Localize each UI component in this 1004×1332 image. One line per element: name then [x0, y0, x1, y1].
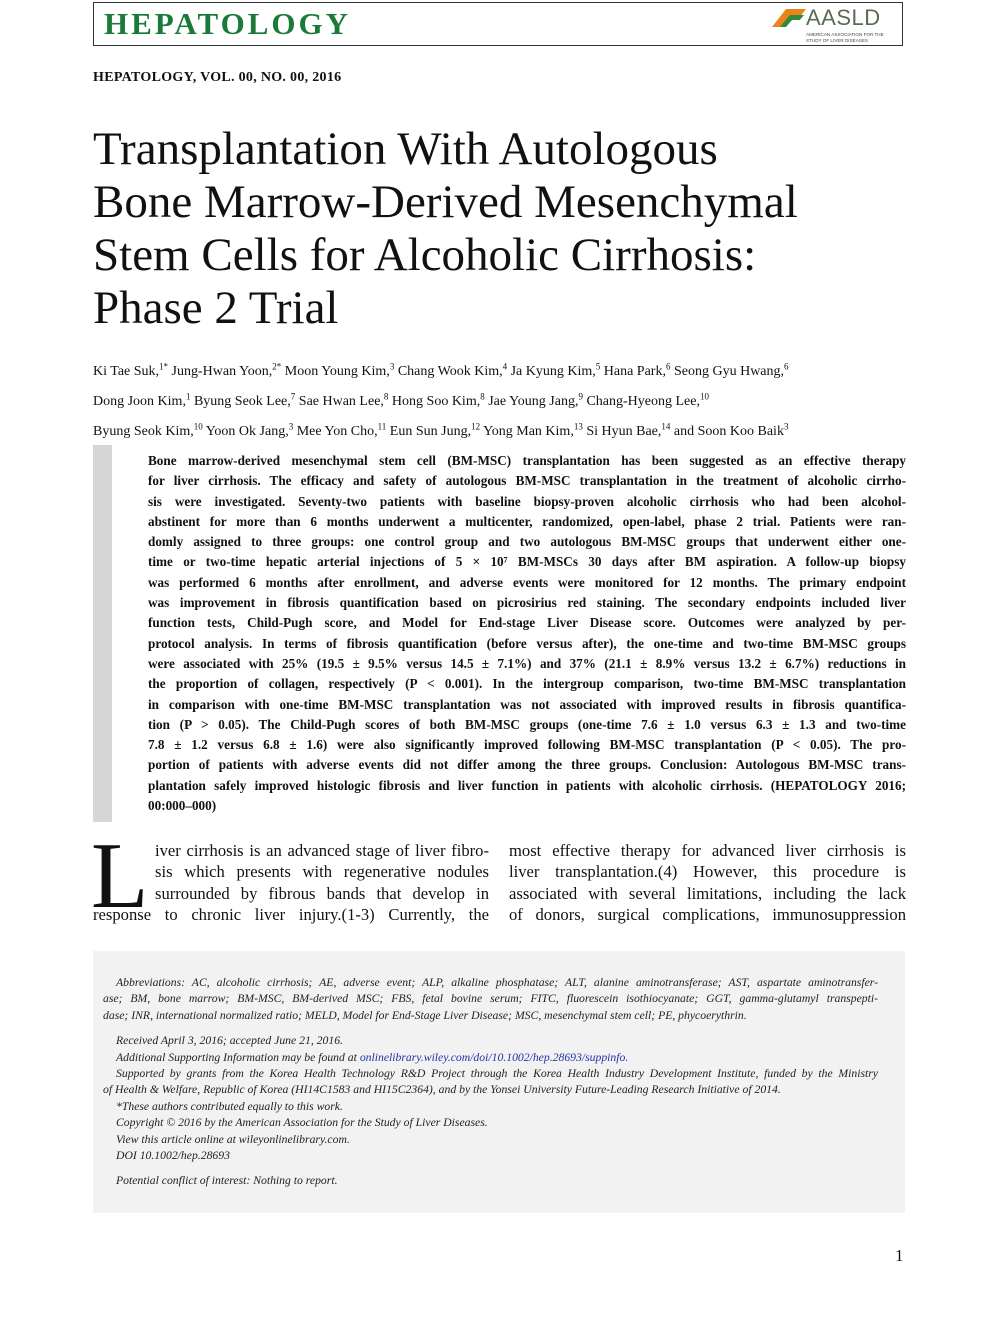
abbreviations-line: Abbreviations: AC, alcoholic cirrhosis; AE, adverse event; ALP, alkaline phosphatase; ALT, alanine aminotransferase; AST, aspartate aminotransfer- [116, 976, 878, 989]
aasld-logo-subtext: AMERICAN ASSOCIATION FOR THE STUDY OF LIVER DISEASES [806, 32, 884, 43]
body-line: of donors, surgical complications, immunosuppression [509, 905, 906, 925]
conflict-of-interest: Potential conflict of interest: Nothing to report. [116, 1174, 338, 1188]
abstract-line: Bone marrow-derived mesenchymal stem cell (BM-MSC) transplantation has been suggested as an effective therapy [148, 453, 906, 468]
abstract-line: domly assigned to three groups: one control group and two autologous BM-MSC groups that underwent either one- [148, 534, 906, 550]
footnotes-box [93, 951, 905, 1213]
abstract-line: plantation safely improved histologic fibrosis and liver function in patients with alcoholic cirrhosis. (HEPATOLOGY 2016; [148, 777, 906, 793]
author: Eun Sun Jung,$^{12}$ [389, 421, 481, 439]
author: Moon Young Kim,$^3$ [284, 361, 395, 379]
title-line: Bone Marrow-Derived Mesenchymal [93, 176, 798, 228]
author: Byung Seok Lee,$^7$ [193, 391, 296, 409]
author: Dong Joon Kim,$^1$ [93, 391, 191, 409]
abbreviations-line: ase; BM, bone marrow; BM-MSC, BM-derived MSC; FBS, fetal bovine serum; FITC, fluorescein isothiocyanate; GGT, gamma-glutamyl transpepti- [103, 992, 878, 1006]
author-line [93, 414, 913, 444]
funding-line: of Health & Welfare, Republic of Korea (HI14C1583 and HI15C2364), and by the Yonsei University Future-Leading Research Initiative of 2014. [103, 1083, 781, 1097]
author: Yoon Ok Jang,$^3$ [205, 421, 294, 439]
author: and Soon Koo Baik$^3$ [673, 421, 789, 439]
body-column-left [93, 840, 489, 926]
author: Hong Soo Kim,$^8$ [391, 391, 485, 409]
abstract-line: time or two-time hepatic arterial injections of 5 × 10⁷ BM-MSCs 30 days after BM aspiration. A follow-up biopsy [148, 554, 906, 570]
abstract-line: 7.8 ± 1.2 versus 6.8 ± 1.6) were also significantly improved following BM-MSC transplantation (P < 0.05). The pro- [148, 737, 906, 753]
abstract-line: in comparison with one-time BM-MSC transplantation was not associated with improved results in fibrosis quantifica- [148, 696, 906, 712]
abstract-side-bar [93, 445, 112, 822]
body-line: surrounded by fibrous bands that develop in [155, 883, 489, 903]
running-head: HEPATOLOGY, VOL. 00, NO. 00, 2016 [93, 70, 342, 85]
abstract-line: the proportion of collagen, respectively (P < 0.001). In the intergroup comparison, two-time BM-MSC transplantation [148, 676, 906, 692]
author: Ki Tae Suk,$^{1*}$ [93, 361, 169, 379]
title-line: Stem Cells for Alcoholic Cirrhosis: [93, 229, 757, 281]
author: Chang-Hyeong Lee,$^{10}$ [586, 391, 709, 409]
author: Jae Young Jang,$^9$ [488, 391, 583, 409]
aasld-logo [770, 5, 896, 45]
funding-line: Supported by grants from the Korea Health Technology R&D Project through the Korea Health Industry Development Institute, funded by the Ministry [116, 1067, 878, 1081]
abbreviations-line: dase; INR, international normalized ratio; MELD, Model for End-Stage Liver Disease; MSC, mesenchymal stem cell; PE, phycoerythrin. [103, 1008, 747, 1022]
body-line: sis which presents with regenerative nodules [155, 862, 489, 882]
author-list [93, 354, 913, 444]
doi: DOI 10.1002/hep.28693 [116, 1149, 230, 1163]
body-column-right [509, 840, 906, 926]
view-online: View this article online at wileyonlinelibrary.com. [116, 1132, 350, 1146]
received-dates: Received April 3, 2016; accepted June 21, 2016. [116, 1034, 343, 1048]
author: Byung Seok Kim,$^{10}$ [93, 421, 203, 439]
footnotes [103, 975, 878, 1190]
equal-contribution-note: *These authors contributed equally to this work. [116, 1099, 343, 1113]
abstract-line: was performed 6 months after enrollment, and adverse events were monitored for 12 months. The primary endpoint [148, 574, 906, 590]
abstract-line: abstinent for more than 6 months underwent a multicenter, randomized, open-label, phase 2 trial. Patients were ran- [148, 513, 906, 529]
page-number: 1 [895, 1246, 904, 1265]
abstract-line: tion (P > 0.05). The Child-Pugh scores of both BM-MSC groups (one-time 7.6 ± 1.0 versus 6.3 ± 1.3 and two-time [148, 716, 906, 732]
author: Yong Man Kim,$^{13}$ [483, 421, 583, 439]
journal-name: HEPATOLOGY [104, 6, 352, 41]
aasld-logo-mark-icon [770, 5, 810, 35]
body-line: iver cirrhosis is an advanced stage of liver fibro- [155, 841, 489, 860]
author: Seong Gyu Hwang,$^6$ [673, 361, 789, 379]
author: Sae Hwan Lee,$^8$ [298, 391, 389, 409]
aasld-logo-text: AASLD [806, 5, 881, 30]
abstract [148, 451, 906, 816]
body-line: associated with several limitations, including the lack [509, 883, 906, 903]
author: Si Hyun Bae,$^{14}$ [586, 421, 671, 439]
abstract-line: sis were investigated. Seventy-two patients with baseline biopsy-proven alcoholic cirrhosis who had been alcohol- [148, 493, 906, 509]
author-line [93, 354, 913, 384]
supporting-info: Additional Supporting Information may be found at onlinelibrary.wiley.com/doi/10.1002/hep.28693/suppinfo. [116, 1050, 629, 1064]
journal-header [93, 2, 903, 46]
author-line [93, 384, 913, 414]
supporting-info-link[interactable]: onlinelibrary.wiley.com/doi/10.1002/hep.28693/suppinfo. [359, 1050, 629, 1064]
abstract-line: for liver cirrhosis. The efficacy and safety of autologous BM-MSC transplantation in the treatment of alcoholic cirrho- [148, 473, 906, 489]
body-line: liver transplantation.(4) However, this procedure is [509, 862, 906, 882]
author: Mee Yon Cho,$^{11}$ [296, 421, 387, 439]
copyright: Copyright © 2016 by the American Association for the Study of Liver Diseases. [116, 1116, 488, 1130]
author: Chang Wook Kim,$^4$ [397, 361, 508, 379]
abstract-line: were associated with 25% (19.5 ± 9.5% versus 14.5 ± 7.1%) and 37% (21.1 ± 8.9% versus 13.2 ± 6.7%) reductions in [148, 655, 906, 671]
abstract-line: function tests, Child-Pugh score, and Model for End-stage Liver Disease score. Outcomes were analyzed by per- [148, 615, 906, 631]
title-line: Phase 2 Trial [93, 282, 339, 334]
abstract-line: protocol analysis. In terms of fibrosis quantification (before versus after), the one-time and two-time BM-MSC groups [148, 635, 906, 651]
title-line: Transplantation With Autologous [93, 123, 718, 175]
abstract-line: was improvement in fibrosis quantification based on picrosirius red staining. The secondary endpoints included liver [148, 595, 906, 611]
article-title [93, 123, 933, 335]
author: Ja Kyung Kim,$^5$ [510, 361, 601, 379]
body-line: response to chronic liver injury.(1-3) Currently, the [93, 905, 489, 925]
author: Jung-Hwan Yoon,$^{2*}$ [171, 361, 282, 379]
abstract-line: portion of patients with adverse events did not differ among the three groups. Conclusion: Autologous BM-MSC trans- [148, 757, 906, 773]
author: Hana Park,$^6$ [603, 361, 671, 379]
drop-cap: L [91, 824, 149, 928]
abstract-line: 00:000–000) [148, 798, 217, 814]
body-line: most effective therapy for advanced liver cirrhosis is [509, 841, 906, 860]
